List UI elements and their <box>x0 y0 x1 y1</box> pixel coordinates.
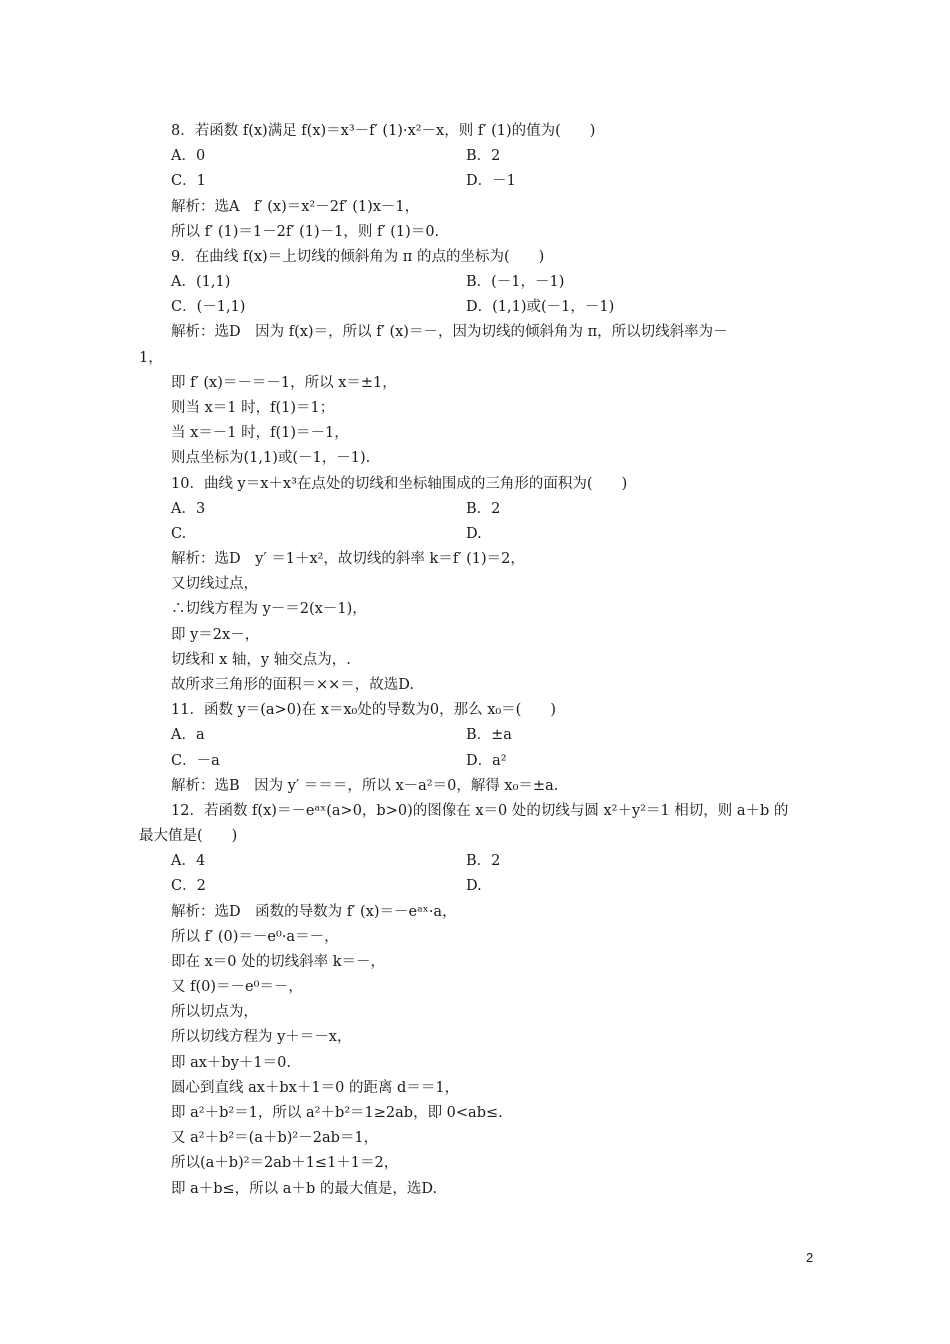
option-right: D．a² <box>466 752 507 769</box>
text-line: 故所求三角形的面积＝××＝，故选D. <box>171 676 415 693</box>
text-line: 11．函数 y＝(a>0)在 x＝x₀处的导数为0，那么 x₀＝( ) <box>171 702 556 719</box>
text-line: 解析：选D 函数的导数为 f′ (x)＝－eᵃˣ·a， <box>171 903 457 920</box>
option-right: B．(－1，－1) <box>466 274 565 291</box>
text-line: 12．若函数 f(x)＝－eᵃˣ(a>0，b>0)的图像在 x＝0 处的切线与圆 x²＋y²＝1 相切，则 a＋b 的 <box>171 802 789 819</box>
text-line: 所以切点为， <box>171 1004 258 1021</box>
text-line: 圆心到直线 ax＋bx＋1＝0 的距离 d＝＝1， <box>171 1079 460 1096</box>
text-line: 所以切线方程为 y＋＝－x， <box>171 1029 352 1046</box>
option-right: B．2 <box>466 500 501 517</box>
text-line: 即在 x＝0 处的切线斜率 k＝－， <box>171 953 386 970</box>
text-line: 所以(a＋b)²＝2ab＋1≤1＋1＝2， <box>171 1155 399 1172</box>
text-line: C．－a <box>171 752 220 769</box>
option-right: D．－1 <box>466 173 516 190</box>
text-line: 切线和 x 轴，y 轴交点为，. <box>171 651 351 668</box>
option-right: B．2 <box>466 853 501 870</box>
text-line: 10．曲线 y＝x＋x³在点处的切线和坐标轴围成的三角形的面积为( ) <box>171 475 628 492</box>
text-line: C．(－1,1) <box>171 299 246 316</box>
text-line: 解析：选D y′ ＝1＋x²，故切线的斜率 k＝f′ (1)＝2， <box>171 551 525 568</box>
text-line: A．0 <box>171 148 206 165</box>
text-line: C．1 <box>171 173 206 190</box>
text-line: 则点坐标为(1,1)或(－1，－1). <box>171 450 371 467</box>
text-line: 解析：选A f′ (x)＝x²－2f′ (1)x－1， <box>171 198 420 215</box>
text-line: 当 x＝－1 时，f(1)＝－1， <box>171 425 349 442</box>
text-line: 即 y＝2x－， <box>171 626 260 643</box>
text-line: A．4 <box>171 853 206 870</box>
text-line: ∴切线方程为 y－＝2(x－1)， <box>171 601 367 618</box>
text-line: 最大值是( ) <box>139 828 238 845</box>
text-line: 又切线过点， <box>171 576 258 593</box>
option-right: B．±a <box>466 727 512 744</box>
option-right: D. <box>466 525 482 542</box>
option-right: B．2 <box>466 148 501 165</box>
text-line: 则当 x＝1 时，f(1)＝1； <box>171 399 335 416</box>
text-line: 又 a²＋b²＝(a＋b)²－2ab＝1， <box>171 1130 379 1147</box>
option-right: D．(1,1)或(－1，－1) <box>466 299 615 316</box>
text-line: 9．在曲线 f(x)＝上切线的倾斜角为 π 的点的坐标为( ) <box>171 248 545 265</box>
text-line: 1， <box>139 349 163 366</box>
text-line: 解析：选D 因为 f(x)＝，所以 f′ (x)＝－，因为切线的倾斜角为 π，所以切线斜率为－ <box>171 324 728 341</box>
text-line: 即 f′ (x)＝－＝－1，所以 x＝±1， <box>171 374 397 391</box>
text-line: 即 ax＋by＋1＝0. <box>171 1054 291 1071</box>
text-line: 所以 f′ (1)＝1－2f′ (1)－1，则 f′ (1)＝0. <box>171 223 440 240</box>
text-line: 解析：选B 因为 y′ ＝＝＝，所以 x－a²＝0，解得 x₀＝±a. <box>171 777 559 794</box>
text-line: 所以 f′ (0)＝－e⁰·a＝－， <box>171 928 339 945</box>
text-line: A．(1,1) <box>171 274 231 291</box>
option-right: D. <box>466 878 482 895</box>
page-number: 2 <box>806 1250 814 1265</box>
text-line: 即 a²＋b²＝1，所以 a²＋b²＝1≥2ab，即 0<ab≤. <box>171 1105 503 1122</box>
text-line: C. <box>171 525 187 542</box>
text-line: A．a <box>171 727 205 744</box>
text-line: 又 f(0)＝－e⁰＝－， <box>171 979 303 996</box>
text-line: C．2 <box>171 878 206 895</box>
text-line: A．3 <box>171 500 206 517</box>
text-line: 即 a＋b≤，所以 a＋b 的最大值是，选D. <box>171 1180 438 1197</box>
text-line: 8．若函数 f(x)满足 f(x)＝x³－f′ (1)·x²－x，则 f′ (1)的值为( ) <box>171 123 596 139</box>
